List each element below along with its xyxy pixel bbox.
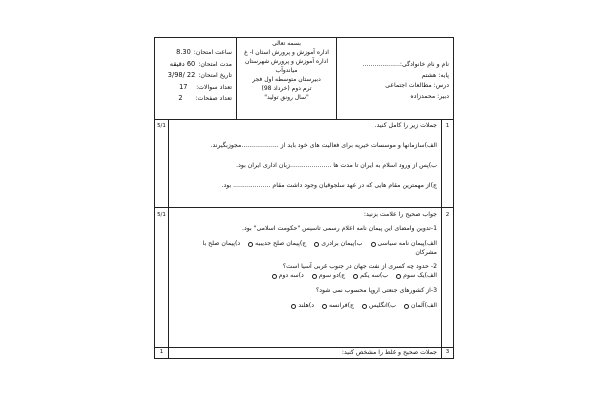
mc-option[interactable]: ب)پیمان برادری bbox=[314, 239, 362, 249]
mc-option[interactable]: د)سه دوم bbox=[272, 271, 304, 281]
mc-option[interactable]: ج)فرانسه bbox=[322, 301, 354, 311]
question-score: 1 bbox=[155, 348, 169, 359]
exam-info-box bbox=[155, 38, 237, 119]
year-slogan: "سال رونق تولید" bbox=[264, 94, 309, 101]
subject-label: درس: مطالعات اجتماعی bbox=[385, 82, 449, 89]
mc-question: 2- حدود چه کسری از نفت جهان در جنوب غربی آسیا است؟ bbox=[282, 263, 437, 270]
radio-circle-icon bbox=[272, 274, 277, 279]
radio-circle-icon bbox=[353, 274, 358, 279]
mc-option[interactable]: ب)سه یکم bbox=[353, 271, 388, 281]
question-number: 3 bbox=[441, 348, 453, 359]
question-3 bbox=[155, 348, 453, 359]
radio-circle-icon bbox=[314, 242, 319, 247]
student-info-box bbox=[337, 38, 453, 119]
province-office: اداره آموزش و پرورش استان ا- غ bbox=[244, 49, 329, 56]
question-number: 1 bbox=[441, 119, 453, 207]
student-name-field: نام و نام خانوادگی:................... bbox=[362, 61, 449, 68]
fill-blank-item: ب)پس از ورود اسلام به ایران تا مدت ها .....................زبان اداری ایران بود. bbox=[236, 162, 437, 169]
exam-sheet bbox=[154, 37, 454, 359]
fill-blank-item: الف)سازمانها و موسسات خیریه برای فعالیت های خود باید از ...................مجوزبگیرند. bbox=[210, 142, 437, 149]
exam-header bbox=[155, 38, 453, 120]
question-count: تعداد سوالات:17 bbox=[179, 82, 232, 91]
question-score: 5/1 bbox=[155, 208, 169, 347]
city-office: اداره آموزش و پرورش شهرستان bbox=[244, 58, 329, 65]
mc-option[interactable]: د)هلند bbox=[291, 301, 314, 311]
city-name: میاندوآب bbox=[275, 67, 298, 74]
mc-option[interactable]: د)پیمان صلح با bbox=[202, 240, 241, 247]
page-count: تعداد صفحات:2 bbox=[178, 94, 232, 102]
question-title: جملات زیر را کامل کنید. bbox=[374, 122, 437, 129]
teacher-label: دبیر: محمدزاده bbox=[410, 92, 449, 100]
basmala: بسمه تعالی bbox=[272, 40, 301, 47]
mc-option[interactable]: ج)دو سوم bbox=[312, 271, 345, 281]
school-name: دبیرستان متوسطه اول فجر bbox=[252, 76, 321, 83]
radio-circle-icon bbox=[312, 274, 317, 279]
exam-time: ساعت امتحان:8.30 bbox=[176, 48, 232, 56]
radio-circle-icon bbox=[248, 242, 253, 247]
radio-circle-icon bbox=[396, 274, 401, 279]
radio-circle-icon bbox=[322, 304, 327, 309]
mc-question: 3-از کشورهای جنعتی اروپا محسوب نمی شود؟ bbox=[315, 287, 437, 294]
school-title-box bbox=[237, 38, 337, 119]
mc-option[interactable]: ج)پیمان صلح حدیبیه bbox=[248, 239, 306, 249]
question-number: 2 bbox=[441, 208, 453, 347]
fill-blank-item: ج)از مهمترین مقام هایی که در عهد سلجوقیان وجود داشت مقام ................... بود. bbox=[221, 182, 437, 189]
radio-circle-icon bbox=[371, 242, 376, 247]
mc-option[interactable]: الف)آلمان bbox=[404, 301, 437, 311]
mc-option[interactable]: ب)انگلیس bbox=[362, 301, 396, 311]
mc-options bbox=[173, 271, 437, 281]
radio-circle-icon bbox=[291, 304, 296, 309]
question-title: جواب صحیح را علامت بزنید: bbox=[363, 211, 437, 218]
mc-option-continuation: مشرکان bbox=[415, 249, 437, 256]
question-1 bbox=[155, 119, 453, 208]
radio-circle-icon bbox=[362, 304, 367, 309]
question-score: 5/1 bbox=[155, 119, 169, 207]
grade-label: پایه: هشتم bbox=[421, 71, 449, 79]
mc-options bbox=[173, 239, 437, 249]
exam-duration: مدت امتحان:60 دقیقه bbox=[169, 59, 232, 68]
question-2 bbox=[155, 208, 453, 348]
mc-option[interactable]: الف)پیمان نامه سیاسی bbox=[371, 239, 437, 249]
radio-circle-icon bbox=[404, 304, 409, 309]
mc-question: 1-تدوین وامضای این پیمان نامه اعلام رسمی تاسیس "حکومت اسلامی" بود. bbox=[242, 225, 437, 232]
question-title: جملات صحیح و غلط را مشخص کنید: bbox=[341, 349, 437, 356]
exam-date: تاریخ امتحان:22 /3/98 bbox=[167, 71, 232, 79]
mc-options bbox=[173, 301, 437, 311]
term-label: ترم دوم (خرداد 98) bbox=[261, 85, 312, 92]
mc-option[interactable]: الف)یک سوم bbox=[396, 271, 437, 281]
